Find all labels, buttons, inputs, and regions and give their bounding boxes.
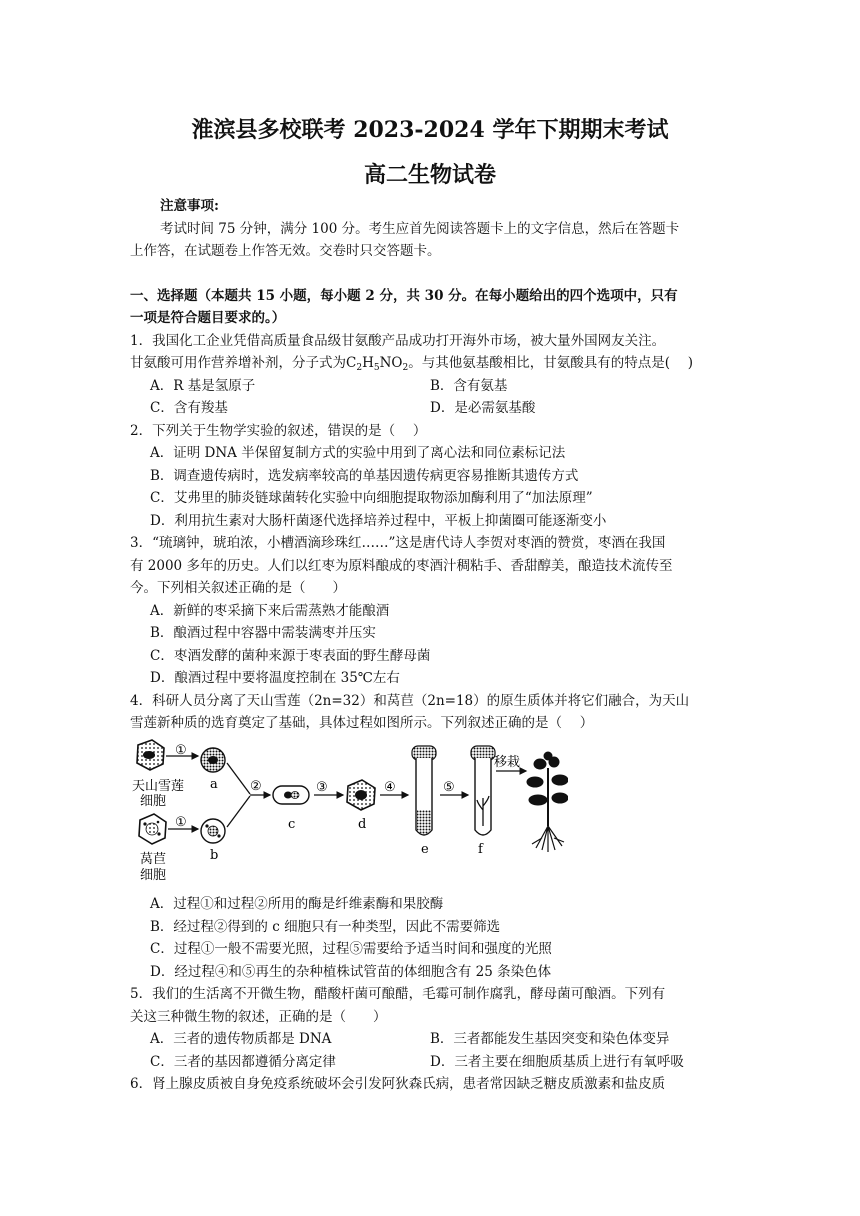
q4-option-b: B．经过程②得到的 c 细胞只有一种类型，因此不需要筛选 [150,919,501,935]
merge-line-top [227,763,250,794]
q1-option-a: A．R 基是氢原子 [150,378,256,394]
label-f: f [478,842,483,857]
step4-label: ④ [384,780,396,795]
q4-option-c: C．过程①一般不需要光照，过程⑤需要给予适当时间和强度的光照 [150,941,552,957]
step1-label-top: ① [175,743,187,758]
fused-cell-c [273,786,309,804]
section-heading-line-2: 一项是符合题目要求的。） [130,310,286,326]
q5-stem-line-1: 5．我们的生活离不开微生物，醋酸杆菌可酿醋，毛霉可制作腐乳，酵母菌可酿酒。下列有 [130,986,666,1002]
fusion-process-diagram [128,738,568,888]
label-c: c [288,817,296,832]
q2-option-b: B．调查遗传病时，选发病率较高的单基因遗传病更容易推断其遗传方式 [150,468,579,484]
q4-stem-line-2: 雪莲新种质的选育奠定了基础，具体过程如图所示。下列叙述正确的是（ ） [130,715,594,731]
q5-stem-line-2: 关这三种微生物的叙述，正确的是（ ） [130,1009,387,1025]
test-tube-f [471,746,495,835]
q2-option-d: D．利用抗生素对大肠杆菌逐代选择培养过程中，平板上抑菌圈可能逐渐变小 [150,513,607,529]
lettuce-label-1: 莴苣 [140,852,167,867]
q5-option-d: D．三者主要在细胞质基质上进行有氧呼吸 [430,1054,684,1070]
step2-label: ② [250,779,262,794]
q3-stem-line-1: 3．“琉璃钟，琥珀浓，小槽酒滴珍珠红……”这是唐代诗人李贺对枣酒的赞赏，枣酒在我国 [130,535,666,551]
q4-option-d: D．经过程④和⑤再生的杂种植株试管苗的体细胞含有 25 条染色体 [150,964,552,980]
q3-option-d: D．酿酒过程中要将温度控制在 35℃左右 [150,670,400,686]
q4-stem-line-1: 4．科研人员分离了天山雪莲（2n=32）和莴苣（2n=18）的原生质体并将它们融合，为天山 [130,693,690,709]
notice-line-1: 考试时间 75 分钟，满分 100 分。考生应首先阅读答题卡上的文字信息，然后在答题卡 [160,221,680,237]
section-heading-line-1: 一、选择题（本题共 15 小题，每小题 2 分，共 30 分。在每小题给出的四个选项中，只有 [130,288,678,304]
q3-option-b: B．酿酒过程中容器中需装满枣并压实 [150,625,376,641]
q2-option-a: A．证明 DNA 半保留复制方式的实验中用到了离心法和同位素标记法 [150,445,566,461]
q1-option-b: B．含有氨基 [430,378,508,394]
plant-icon [527,752,568,852]
protoplast-b [201,819,225,843]
lettuce-cell [139,814,166,844]
test-tube-e [412,746,436,835]
q5-option-c: C．三者的基因都遵循分离定律 [150,1054,336,1070]
merge-line-bottom [227,796,250,827]
step5-label: ⑤ [443,780,455,795]
exam-subtitle: 高二生物试卷 [363,162,496,188]
notice-line-2: 上作答，在试题卷上作答无效。交卷时只交答题卡。 [130,243,441,259]
step1-label-bottom: ① [175,815,187,830]
q3-stem-line-2: 有 2000 多年的历史。人们以红枣为原料酿成的枣酒汁稠粘手、香甜醇美，酿造技术流传至 [130,558,673,574]
q5-option-a: A．三者的遗传物质都是 DNA [150,1031,332,1047]
q1-option-c: C．含有羧基 [150,400,228,416]
label-a: a [210,777,218,792]
q2-stem: 2．下列关于生物学实验的叙述，错误的是（ ） [130,423,427,439]
label-e: e [421,842,429,857]
protoplast-a [201,748,225,772]
transplant-label: 移栽 [494,755,521,770]
lettuce-label-2: 细胞 [140,868,167,883]
q1-stem-line-2: 甘氨酸可用作营养增补剂，分子式为$C_2H_5NO_2$。与其他氨基酸相比，甘氨酸具有的特点是( ) [130,355,694,373]
step3-label: ③ [316,780,328,795]
label-b: b [210,848,219,863]
q3-stem-line-3: 今。下列相关叙述正确的是（ ） [130,580,346,596]
q5-option-b: B．三者都能发生基因突变和染色体变异 [430,1031,670,1047]
q2-option-c: C．艾弗里的肺炎链球菌转化实验中向细胞提取物添加酶利用了“加法原理” [150,490,593,506]
notice-heading: 注意事项: [160,198,219,214]
q6-stem-line-1: 6．肾上腺皮质被自身免疫系统破坏会引发阿狄森氏病，患者常因缺乏糖皮质激素和盐皮质 [130,1076,666,1092]
exam-title: 淮滨县多校联考 2023-2024 学年下期期末考试 [191,117,669,143]
q4-option-a: A．过程①和过程②所用的酶是纤维素酶和果胶酶 [150,896,444,912]
hybrid-cell-d [347,780,375,810]
q1-option-d: D．是必需氨基酸 [430,400,536,416]
q1-stem-line-1: 1．我国化工企业凭借高质量食品级甘氨酸产品成功打开海外市场，被大量外国网友关注。 [130,333,666,349]
q3-option-c: C．枣酒发酵的菌种来源于枣表面的野生酵母菌 [150,648,431,664]
snow-lotus-cell [137,740,164,770]
snow-lotus-label-2: 细胞 [140,794,167,809]
q3-option-a: A．新鲜的枣采摘下来后需蒸熟才能酿酒 [150,603,390,619]
snow-lotus-label-1: 天山雪莲 [132,779,185,794]
label-d: d [358,817,367,832]
